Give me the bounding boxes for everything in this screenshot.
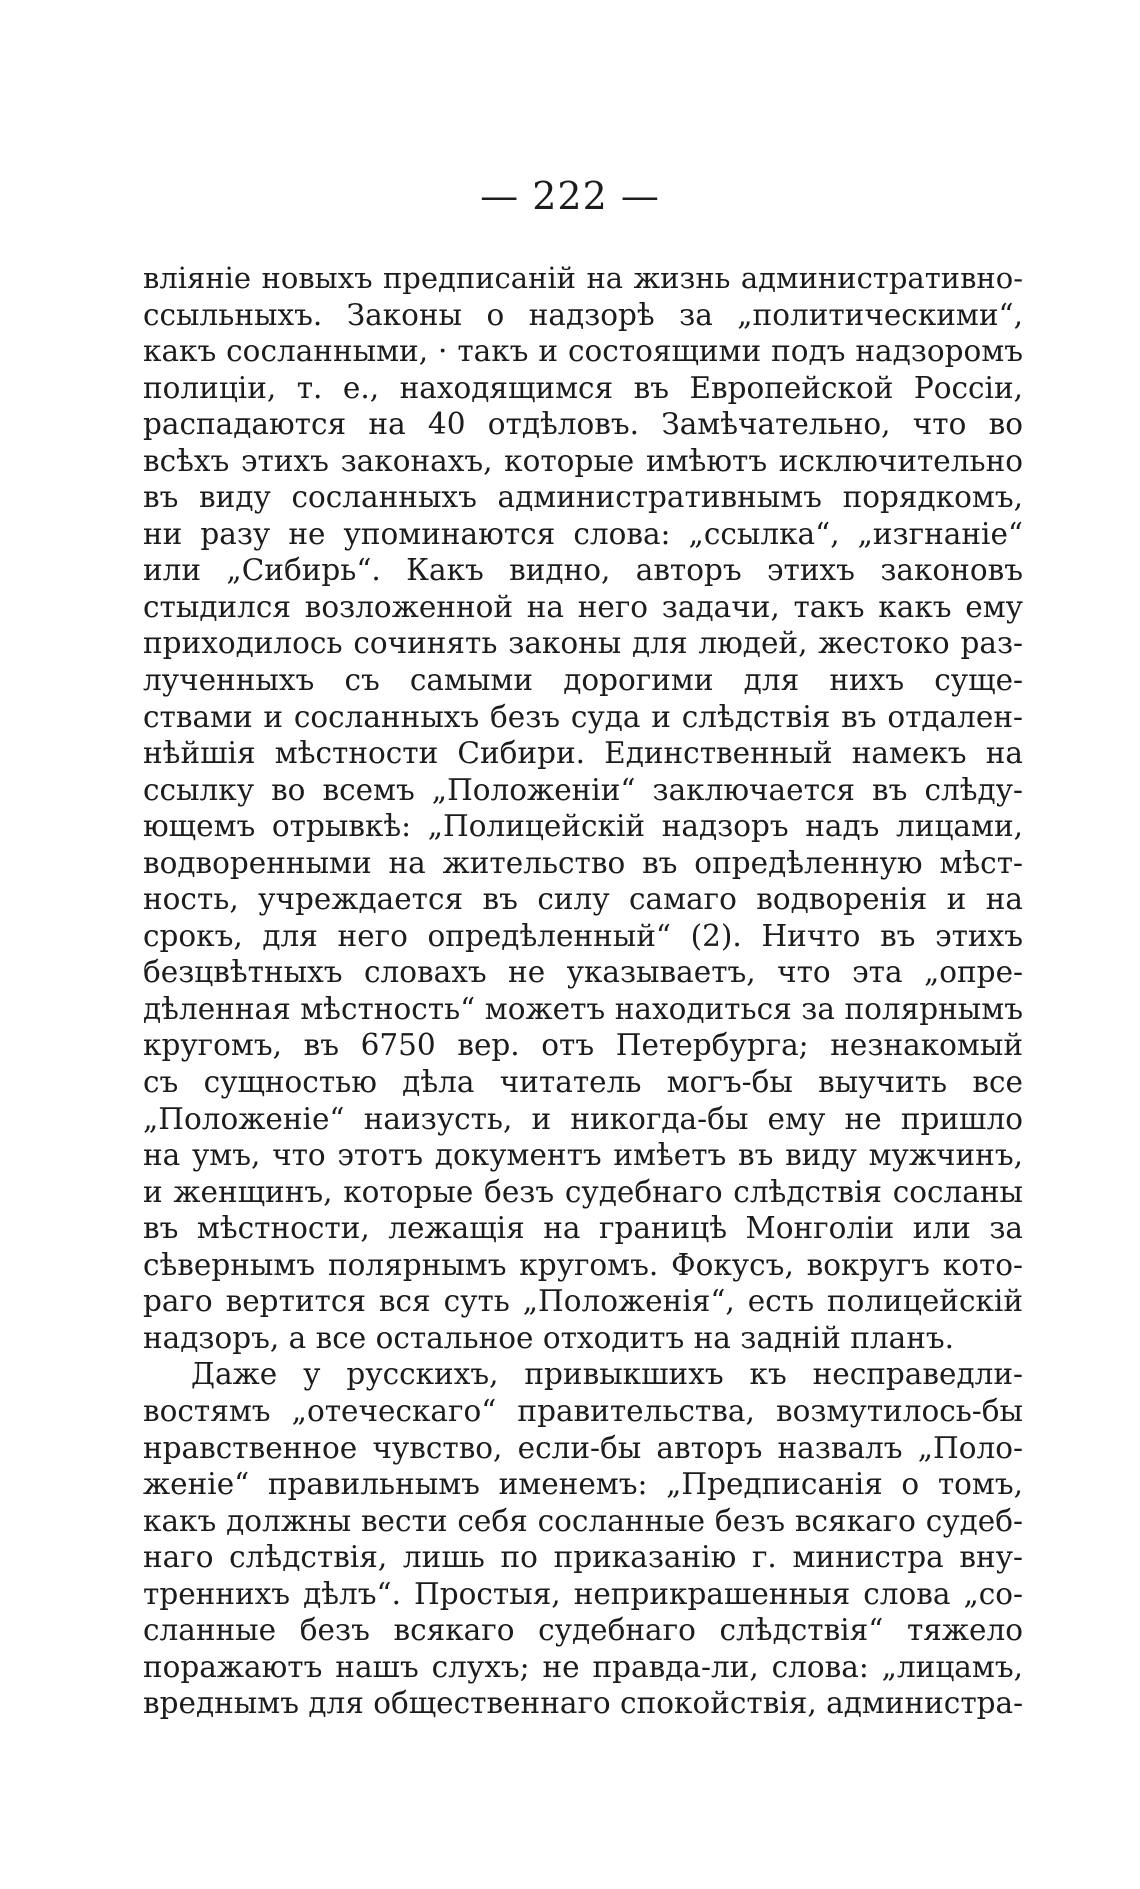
text-line: всѣхъ этихъ законахъ, которые имѣютъ исключительно bbox=[143, 443, 1023, 478]
text-line: вреднымъ для общественнаго спокойствія, администра- bbox=[143, 1686, 1023, 1721]
text-line: распадаются на 40 отдѣловъ. Замѣчательно, что во bbox=[143, 407, 1023, 442]
text-line: ющемъ отрывкѣ: „Полицейскій надзоръ надъ лицами, bbox=[143, 809, 1023, 844]
text-line: кругомъ, въ 6750 вер. отъ Петербурга; незнакомый bbox=[143, 1028, 1023, 1063]
text-line: или „Сибирь“. Какъ видно, авторъ этихъ законовъ bbox=[143, 553, 1023, 588]
text-line: раго вертится вся суть „Положенія“, есть полицейскій bbox=[143, 1284, 1023, 1319]
text-line: ни разу не упоминаются слова: „ссылка“, „изгнаніе“ bbox=[143, 516, 1023, 551]
text-line: и женщинъ, которые безъ судебнаго слѣдствія сосланы bbox=[143, 1174, 1023, 1209]
page-number: — 222 — bbox=[480, 174, 660, 218]
text-line: съ сущностью дѣла читатель могъ-бы выучить все bbox=[143, 1065, 1023, 1100]
text-line: приходилось сочинять законы для людей, жестоко раз- bbox=[143, 626, 1023, 661]
text-line: на умъ, что этотъ документъ имѣетъ въ виду мужчинъ, bbox=[143, 1138, 1023, 1173]
text-line: нѣйшія мѣстности Сибири. Единственный намекъ на bbox=[143, 736, 1023, 771]
text-line: поражаютъ нашъ слухъ; не правда-ли, слова: „лицамъ, bbox=[143, 1649, 1023, 1684]
text-line: женіе“ правильнымъ именемъ: „Предписанія о томъ, bbox=[143, 1467, 1023, 1502]
text-line: водворенными на жительство въ опредѣленную мѣст- bbox=[143, 845, 1023, 880]
text-line: надзоръ, а все остальное отходитъ на задній планъ. bbox=[143, 1320, 955, 1355]
text-line: „Положеніе“ наизусть, и никогда-бы ему не пришло bbox=[143, 1101, 1023, 1136]
text-line: нравственное чувство, если-бы авторъ назвалъ „Поло- bbox=[143, 1430, 1023, 1465]
text-line: треннихъ дѣлъ“. Простыя, неприкрашенныя слова „со- bbox=[143, 1576, 1023, 1611]
text-line: сѣвернымъ полярнымъ кругомъ. Фокусъ, вокругъ кото- bbox=[143, 1247, 1023, 1282]
text-line: какъ должны вести себя сосланные безъ всякаго судеб- bbox=[143, 1503, 1023, 1538]
text-line: стыдился возложенной на него задачи, такъ какъ ему bbox=[143, 589, 1023, 624]
text-line: срокъ, для него опредѣленный“ (2). Ничто въ этихъ bbox=[143, 918, 1023, 953]
text-line: лученныхъ съ самыми дорогими для нихъ суще- bbox=[143, 663, 1023, 698]
text-line: полиціи, т. е., находящимся въ Европейской Россіи, bbox=[143, 370, 1023, 405]
text-line: востямъ „отеческаго“ правительства, возмутилось-бы bbox=[143, 1393, 1023, 1428]
text-line: въ виду сосланныхъ административнымъ порядкомъ, bbox=[143, 480, 1023, 515]
text-line: какъ сосланными, · такъ и состоящими подъ надзоромъ bbox=[143, 334, 1023, 369]
text-line: ссылку во всемъ „Положеніи“ заключается въ слѣду- bbox=[143, 772, 1023, 807]
text-line: дѣленная мѣстность“ можетъ находиться за полярнымъ bbox=[143, 991, 1023, 1026]
text-line: безцвѣтныхъ словахъ не указываетъ, что эта „опре- bbox=[143, 955, 1023, 990]
text-line: вліяніе новыхъ предписаній на жизнь административно- bbox=[143, 261, 1023, 295]
text-line: наго слѣдствія, лишь по приказанію г. министра вну- bbox=[143, 1540, 1023, 1575]
body-text bbox=[143, 260, 1023, 1722]
text-line: въ мѣстности, лежащія на границѣ Монголіи или за bbox=[143, 1211, 1023, 1246]
text-line: сланные безъ всякаго судебнаго слѣдствія“ тяжело bbox=[143, 1613, 1023, 1648]
paragraph-start-line: Даже у русскихъ, привыкшихъ къ несправедли- bbox=[191, 1357, 1023, 1392]
text-line: ствами и сосланныхъ безъ суда и слѣдствія въ отдален- bbox=[143, 699, 1023, 734]
text-line: ность, учреждается въ силу самаго водворенія и на bbox=[143, 882, 1023, 917]
text-line: ссыльныхъ. Законы о надзорѣ за „политическими“, bbox=[143, 297, 1023, 332]
